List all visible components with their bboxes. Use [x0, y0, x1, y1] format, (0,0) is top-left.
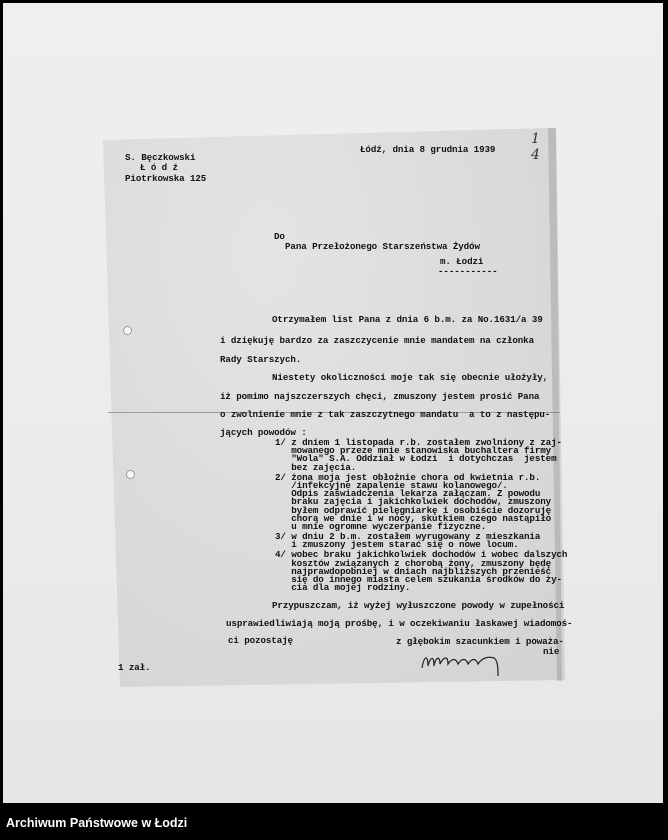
signature [418, 650, 508, 678]
archive-name: Archiwum Państwowe w Łodzi [6, 816, 188, 830]
reason-item [275, 551, 567, 592]
body-line: ci pozostaję [228, 635, 293, 646]
reason-line: 4/ wobec braku jakichkolwiek dochodów i wobec dalszych [275, 549, 568, 561]
body-line: Niestety okoliczności moje tak się obecnie ułożyły, [272, 372, 549, 383]
addressee-to: Do [274, 231, 285, 242]
reason-line: byłem odprawić pielęgniarkę i osobiście dozoruję [275, 504, 552, 516]
addressee-name: Pana Przełożonego Starszeństwa Żydów [285, 241, 480, 252]
reason-line: cia dla mojej rodziny. [275, 582, 411, 594]
reason-item [275, 533, 567, 549]
reason-line: chorą we dnie i w nocy, skutkiem czego nastąpiło [275, 512, 552, 524]
reason-line: mowanego przeze mnie stanowiska buchaltera firmy [275, 445, 552, 457]
page-mark: 4 [531, 147, 540, 163]
reason-line: Odpis zaświadczenia lekarza załączam. Z powodu [275, 488, 541, 500]
body-line: o zwolnienie mnie z tak zaszczytnego mandatu a to z następu- [220, 409, 551, 420]
reason-line: kosztów związanych z chorobą żony, zmuszony będę [275, 557, 552, 569]
reason-line: 1/ z dniem 1 listopada r.b. zostałem zwolniony z zaj- [275, 437, 562, 448]
enclosure-note: 1 zał. [118, 662, 151, 673]
addressee-city: m. Łodzi [440, 256, 484, 267]
punch-hole [123, 326, 132, 335]
sender-street: Piotrkowska 125 [125, 173, 207, 184]
reason-line: 3/ w dniu 2 b.m. zostałem wyrugowany z mieszkania [275, 531, 541, 543]
closing-line: nie [543, 646, 560, 657]
reason-item [275, 439, 567, 472]
reason-line: najprawdopobniej w dniach najbliższych przenieść [275, 565, 552, 577]
archive-footer [0, 806, 668, 840]
reason-line: /infekcyjne zapalenie stawu kolanowego/. [275, 479, 508, 491]
letter-date: Łódź, dnia 8 grudnia 1939 [360, 144, 496, 155]
reason-line: braku zajęcia i jakichkolwiek dochodów, zmuszony [275, 496, 552, 508]
reason-item [275, 471, 567, 532]
reason-line: u mnie ogromne wyczerpanie fizyczne. [275, 520, 487, 532]
body-line: usprawiedliwiają moją prośbę, i w oczekiwaniu łaskawej wiadomoś- [226, 618, 573, 629]
body-line: iż pomimo najszczerszych chęci, zmuszony jestem prosić Pana [220, 391, 540, 402]
sender-name: S. Bęczkowski [125, 152, 196, 163]
punch-hole [126, 470, 135, 479]
addressee-underline: ----------- [438, 266, 498, 277]
body-line: Otrzymałem list Pana z dnia 6 b.m. za No.1631/a 39 [272, 314, 543, 325]
sender-city: Ł ó d ź [140, 162, 178, 173]
reason-line: 2/ żona moja jest obłożnie chora od kwietnia r.b. [275, 471, 541, 483]
body-line: Przypuszczam, iż wyżej wyłuszczone powody w zupełności [272, 600, 565, 611]
body-line: jących powodów : [220, 427, 307, 438]
page-mark: 1 [531, 131, 540, 147]
reason-line: i zmuszony jestem starać się o nowe locum. [275, 539, 519, 551]
reason-line: "Wola" S.A. Oddział w Łodzi i dotychczas jestem [275, 453, 557, 465]
closing-line: z głębokim szacunkiem i poważa- [396, 636, 564, 647]
body-line: Rady Starszych. [220, 354, 302, 365]
reason-line: bez zajęcia. [275, 461, 357, 473]
body-line: i dziękuję bardzo za zaszczycenie mnie mandatem na członka [220, 335, 534, 346]
reason-line: się do innego miasta celem szukania środków do ży- [275, 574, 562, 585]
reasons-list [275, 439, 567, 594]
